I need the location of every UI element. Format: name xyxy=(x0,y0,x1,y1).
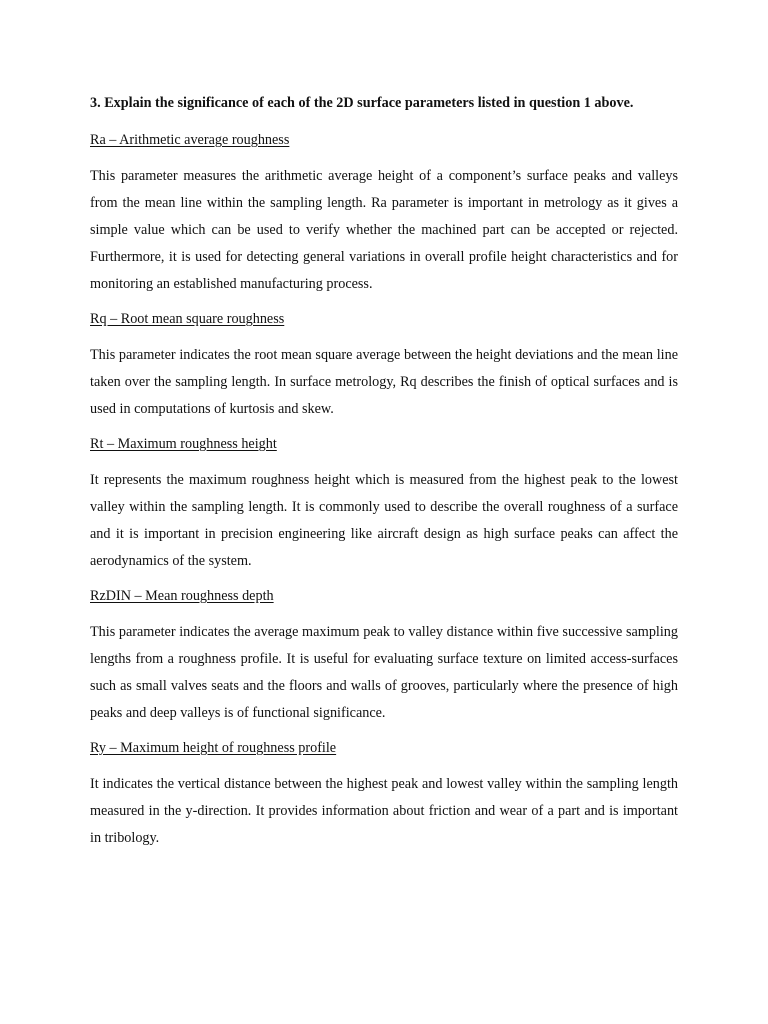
section-body: This parameter indicates the average maximum peak to valley distance within five successive sampling lengths from a roughness profile. It is useful for evaluating surface texture on limited access-surfaces such as small valves seats and the floors and walls of grooves, particularly where the presence of high peaks and deep valleys is of functional significance. xyxy=(90,624,678,721)
question-title: 3. Explain the significance of each of the 2D surface parameters listed in question 1 above. xyxy=(90,95,634,111)
section-rzdin xyxy=(90,586,678,727)
section-heading: RzDIN – Mean roughness depth xyxy=(90,588,274,604)
section-rq xyxy=(90,309,678,423)
section-ry xyxy=(90,738,678,852)
section-heading: Rq – Root mean square roughness xyxy=(90,311,285,327)
section-body: It indicates the vertical distance between the highest peak and lowest valley within the sampling length measured in the y-direction. It provides information about friction and wear of a part and is important in tribology. xyxy=(90,776,678,846)
section-body: This parameter measures the arithmetic average height of a component’s surface peaks and valleys from the mean line within the sampling length. Ra parameter is important in metrology as it gives a simple value which can be used to verify whether the machined part can be accepted or rejected. Furthermore, it is used for detecting general variations in overall profile height characteristics and for monitoring an established manufacturing process. xyxy=(90,168,678,292)
section-heading: Rt – Maximum roughness height xyxy=(90,436,277,452)
section-rt xyxy=(90,434,678,575)
section-ra xyxy=(90,130,678,298)
section-heading: Ra – Arithmetic average roughness xyxy=(90,132,290,148)
section-body: This parameter indicates the root mean square average between the height deviations and the mean line taken over the sampling length. In surface metrology, Rq describes the finish of optical surfaces and is used in computations of kurtosis and skew. xyxy=(90,347,678,417)
section-heading: Ry – Maximum height of roughness profile xyxy=(90,740,337,756)
section-body: It represents the maximum roughness height which is measured from the highest peak to the lowest valley within the sampling length. It is commonly used to describe the overall roughness of a surface and it is important in precision engineering like aircraft design as high surface peaks can affect the aerodynamics of the system. xyxy=(90,472,678,569)
